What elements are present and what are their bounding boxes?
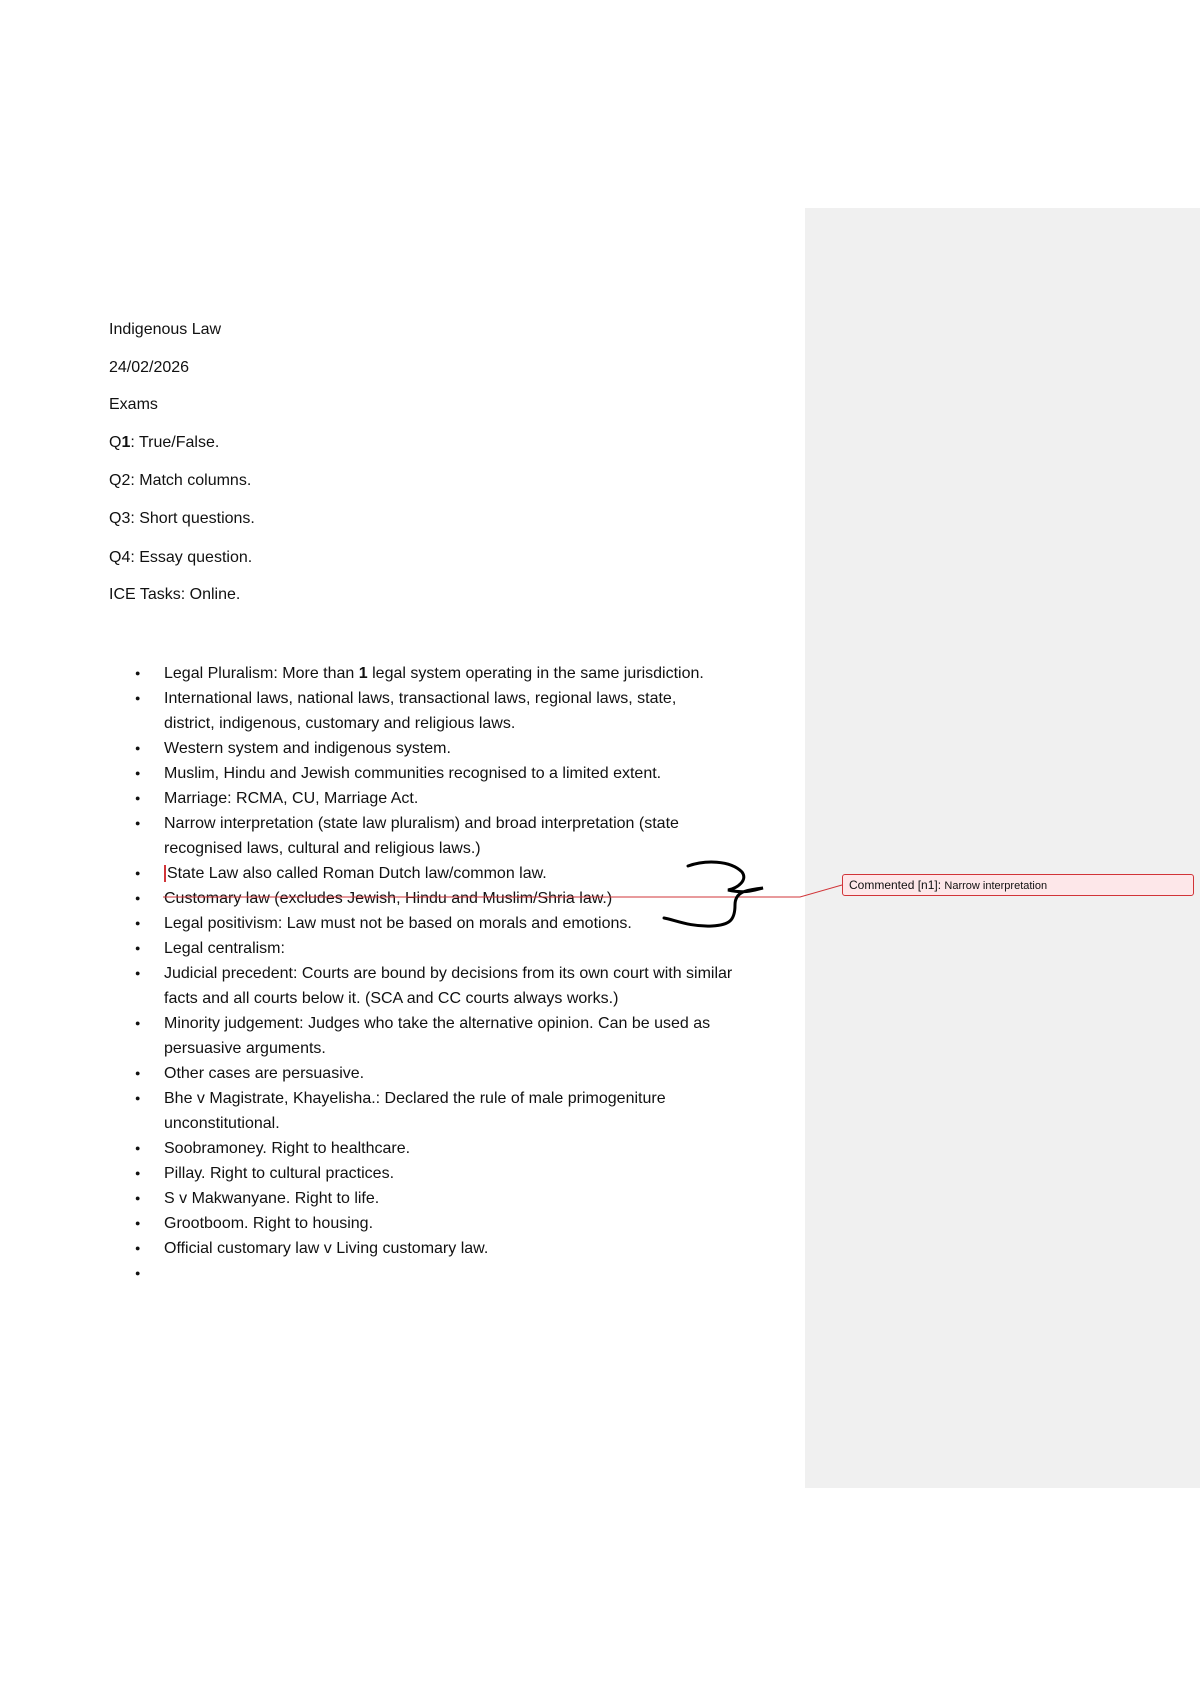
list-item: ● Bhe v Magistrate, Khayelisha.: Declared the rule of male primogeniture unconstitutional. — [109, 1086, 809, 1136]
list-item: ● Marriage: RCMA, CU, Marriage Act. — [109, 786, 809, 811]
document-date: 24/02/2026 — [109, 359, 190, 376]
comment-card[interactable] — [842, 874, 1194, 896]
list-item: ● Legal Pluralism: More than 1 legal system operating in the same jurisdiction. — [109, 661, 809, 686]
list-item: ● Muslim, Hindu and Jewish communities recognised to a limited extent. — [109, 761, 809, 786]
list-item: ● Minority judgement: Judges who take the alternative opinion. Can be used as persuasive arguments. — [109, 1011, 809, 1061]
list-item: ● International laws, national laws, transactional laws, regional laws, state, district, indigenous, customary and religious laws. — [109, 686, 809, 736]
list-item-commented[interactable]: ● State Law also called Roman Dutch law/common law. — [109, 861, 809, 886]
list-item: ● Legal centralism: — [109, 936, 809, 961]
list-item: ● Legal positivism: Law must not be based on morals and emotions. — [109, 911, 809, 936]
list-item: ● Official customary law v Living customary law. — [109, 1236, 809, 1261]
document-title: Indigenous Law — [109, 321, 222, 338]
list-item: ● Grootboom. Right to housing. — [109, 1211, 809, 1236]
list-item: ● Narrow interpretation (state law pluralism) and broad interpretation (state recognised laws, cultural and religious laws.) — [109, 811, 809, 861]
exam-question-2: Q2: Match columns. — [109, 472, 252, 489]
exam-question-4: Q4: Essay question. — [109, 549, 253, 566]
exam-question-3: Q3: Short questions. — [109, 510, 255, 527]
ice-tasks-line: ICE Tasks: Online. — [109, 586, 241, 603]
comment-text: Narrow interpretation — [944, 880, 1048, 892]
exam-question-1: Q1: True/False. — [109, 434, 220, 451]
exams-heading: Exams — [109, 396, 158, 413]
list-item: ● Judicial precedent: Courts are bound by decisions from its own court with similar facts and all courts below it. (SCA and CC courts always works.) — [109, 961, 809, 1011]
handwritten-brace — [664, 862, 763, 926]
comment-author-label: Commented [n1]: — [849, 878, 942, 892]
list-item: ● Western system and indigenous system. — [109, 736, 809, 761]
list-item: ● Soobramoney. Right to healthcare. — [109, 1136, 809, 1161]
list-item: ● S v Makwanyane. Right to life. — [109, 1186, 809, 1211]
list-item: ● Pillay. Right to cultural practices. — [109, 1161, 809, 1186]
list-item: ● Customary law (excludes Jewish, Hindu and Muslim/Shria law.) — [109, 886, 809, 911]
list-item: ● Other cases are persuasive. — [109, 1061, 809, 1086]
